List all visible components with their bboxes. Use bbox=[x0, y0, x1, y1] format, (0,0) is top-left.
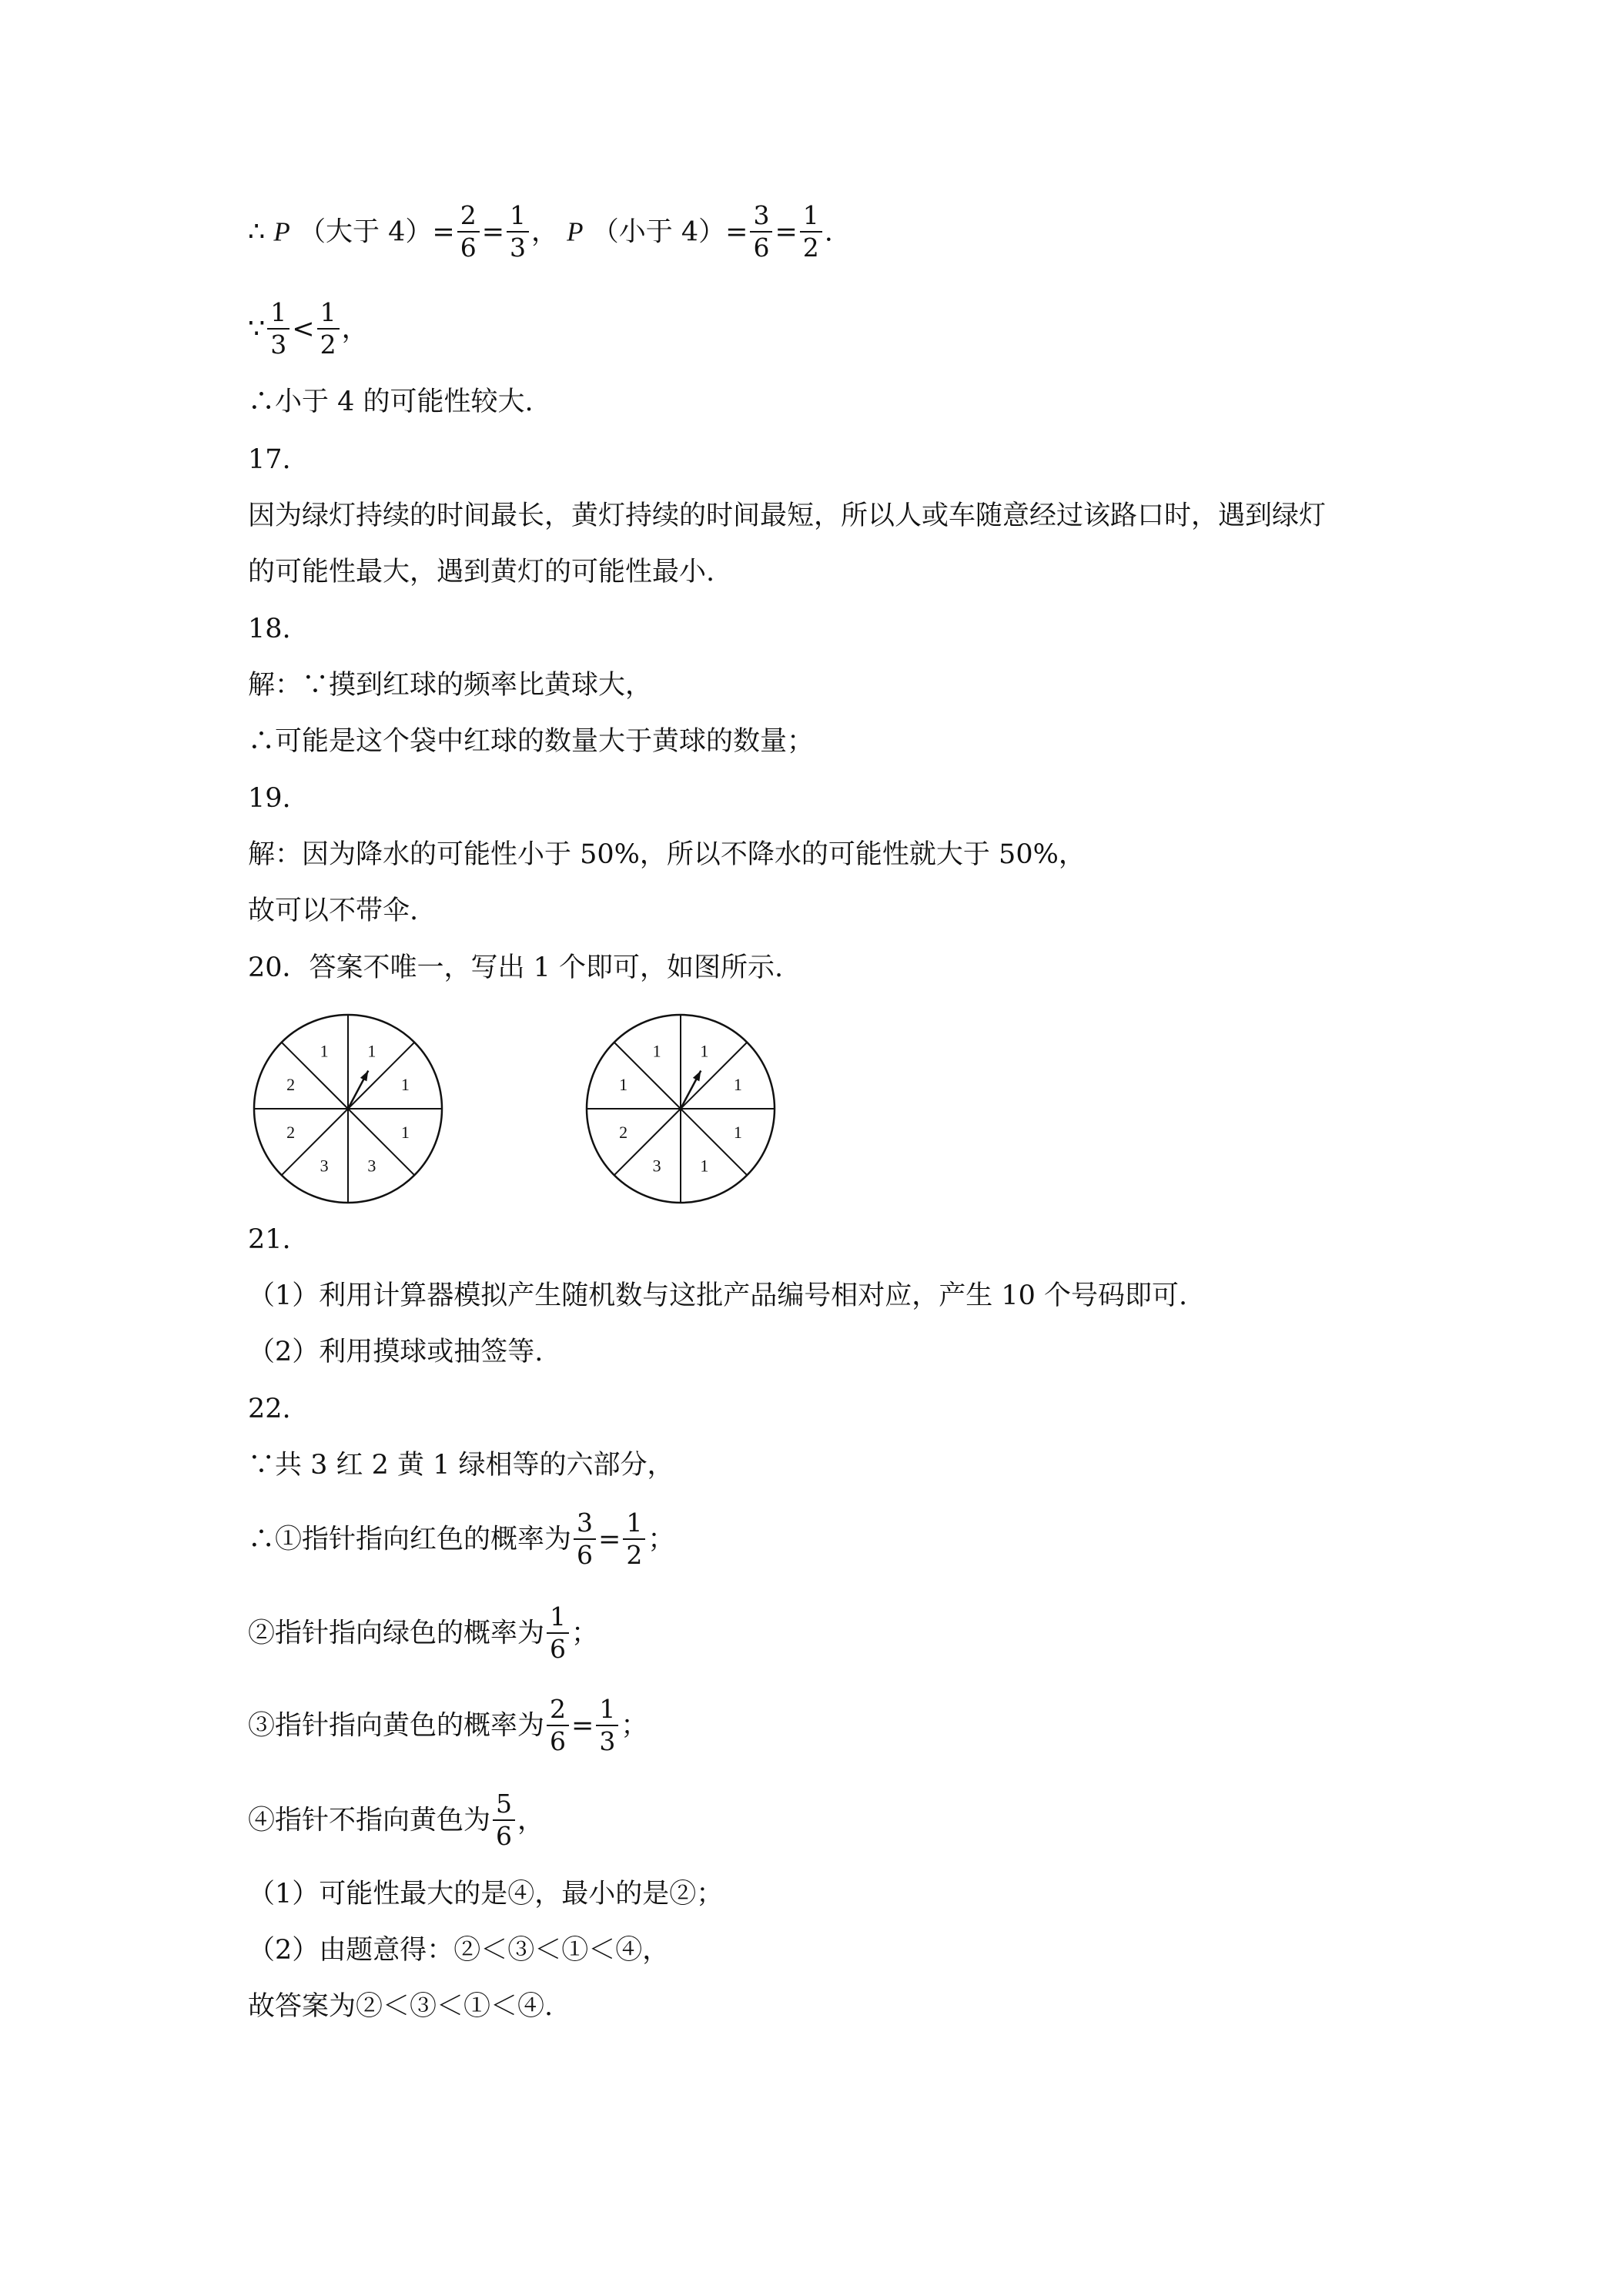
question-number-18: 18. bbox=[248, 614, 291, 644]
wheel-sector-label: 1 bbox=[733, 1122, 742, 1142]
answer-22-item-3: ③指针指向黄色的概率为 $\frac{2}{6}$ = $\frac{1}{3}$ ； bbox=[248, 1694, 648, 1756]
wheel-sector-label: 1 bbox=[400, 1122, 410, 1142]
answer-22-part-1: （1）可能性最大的是④，最小的是②； bbox=[248, 1879, 724, 1909]
wheel-sector-divider bbox=[614, 1109, 681, 1175]
spinner-wheel-2 bbox=[581, 1009, 781, 1212]
wheel-sector-label: 1 bbox=[367, 1041, 376, 1061]
pointer-arrow-head bbox=[693, 1071, 701, 1082]
question-number-21: 21. bbox=[248, 1224, 291, 1255]
p-letter: P bbox=[273, 216, 290, 247]
wheel-sector-label: 1 bbox=[652, 1041, 661, 1061]
wheel-sector-label: 2 bbox=[619, 1122, 628, 1142]
answer-22-item-1: ∴①指针指向红色的概率为 $\frac{3}{6}$ = $\frac{1}{2}$ ； bbox=[248, 1508, 675, 1570]
spinner-wheel-1 bbox=[248, 1009, 448, 1212]
question-number-19: 19. bbox=[248, 783, 291, 814]
answer-19-line-1: 解：因为降水的可能性小于 50%，所以不降水的可能性就大于 50%， bbox=[248, 839, 1086, 870]
answer-18-line-2: ∴可能是这个袋中红球的数量大于黄球的数量； bbox=[248, 726, 815, 757]
greater-label: （大于 4） bbox=[298, 216, 433, 248]
answer-20-line-1: 20．答案不唯一，写出 1 个即可，如图所示. bbox=[248, 952, 784, 983]
wheel-sector-label: 3 bbox=[367, 1156, 376, 1176]
fraction: $\frac{1}{2}$ bbox=[317, 297, 340, 360]
wheel-sector-label: 1 bbox=[700, 1041, 709, 1061]
fraction: $\frac{1}{3}$ bbox=[507, 200, 529, 263]
answer-22-item-4: ④指针不指向黄色为 $\frac{5}{6}$ ， bbox=[248, 1789, 545, 1851]
answer-17-line-2: 的可能性最大，遇到黄灯的可能性最小. bbox=[248, 557, 715, 587]
less-label: （小于 4） bbox=[591, 216, 726, 248]
fraction: $\frac{1}{2}$ bbox=[623, 1508, 645, 1571]
answer-18-line-1: 解：∵摸到红球的频率比黄球大， bbox=[248, 670, 653, 701]
wheel-sector-label: 1 bbox=[700, 1156, 709, 1176]
fraction: $\frac{2}{6}$ bbox=[547, 1694, 569, 1757]
wheel-sector-divider bbox=[348, 1109, 414, 1175]
wheel-sector-label: 1 bbox=[733, 1075, 742, 1095]
wheel-sector-label: 3 bbox=[320, 1156, 329, 1176]
fraction: $\frac{3}{6}$ bbox=[750, 200, 772, 263]
fraction: $\frac{1}{3}$ bbox=[267, 297, 289, 360]
answer-19-line-2: 故可以不带伞. bbox=[248, 895, 419, 926]
p-letter: P bbox=[567, 216, 584, 247]
answer-22-item-2: ②指针指向绿色的概率为 $\frac{1}{6}$ ； bbox=[248, 1602, 599, 1664]
because-symbol: ∵ bbox=[248, 313, 266, 345]
fraction: $\frac{5}{6}$ bbox=[493, 1789, 515, 1852]
wheel-sector-divider bbox=[681, 1109, 747, 1175]
fraction: $\frac{1}{2}$ bbox=[800, 200, 822, 263]
answer-21-line-2: （2）利用摸球或抽签等. bbox=[248, 1337, 544, 1367]
conclusion-16: ∴小于 4 的可能性较大. bbox=[248, 387, 534, 417]
pointer-arrow-head bbox=[360, 1071, 368, 1082]
question-number-17: 17. bbox=[248, 444, 291, 475]
wheel-sector-label: 1 bbox=[619, 1075, 628, 1095]
wheel-sector-label: 1 bbox=[320, 1041, 329, 1061]
wheel-sector-label: 3 bbox=[652, 1156, 661, 1176]
answer-17-line-1: 因为绿灯持续的时间最长，黄灯持续的时间最短，所以人或车随意经过该路口时，遇到绿灯 bbox=[248, 500, 1327, 531]
answer-22-line-1: ∵共 3 红 2 黄 1 绿相等的六部分， bbox=[248, 1450, 674, 1481]
answer-21-line-1: （1）利用计算器模拟产生随机数与这批产品编号相对应，产生 10 个号码即可. bbox=[248, 1280, 1188, 1311]
answer-22-conclusion: 故答案为②＜③＜①＜④. bbox=[248, 1991, 554, 2022]
wheel-sector-divider bbox=[282, 1109, 348, 1175]
therefore-symbol: ∴ bbox=[248, 216, 266, 248]
answer-22-part-2: （2）由题意得：②＜③＜①＜④， bbox=[248, 1935, 670, 1966]
wheel-sector-label: 2 bbox=[286, 1122, 296, 1142]
fraction: $\frac{3}{6}$ bbox=[574, 1508, 596, 1571]
fraction: $\frac{2}{6}$ bbox=[457, 200, 480, 263]
wheel-sector-label: 1 bbox=[400, 1075, 410, 1095]
compare-line: ∵ $\frac{1}{3}$ < $\frac{1}{2}$ ， bbox=[248, 297, 369, 360]
fraction: $\frac{1}{6}$ bbox=[547, 1602, 569, 1665]
question-number-22: 22. bbox=[248, 1394, 291, 1424]
fraction: $\frac{1}{3}$ bbox=[596, 1694, 618, 1757]
wheel-sector-label: 2 bbox=[286, 1075, 296, 1095]
probability-line: ∴ P （大于 4）= $\frac{2}{6}$ = $\frac{1}{3}$ ， P （小于 4）= $\frac{3}{6}$ = $\frac{1}{2}$ . bbox=[248, 200, 833, 263]
